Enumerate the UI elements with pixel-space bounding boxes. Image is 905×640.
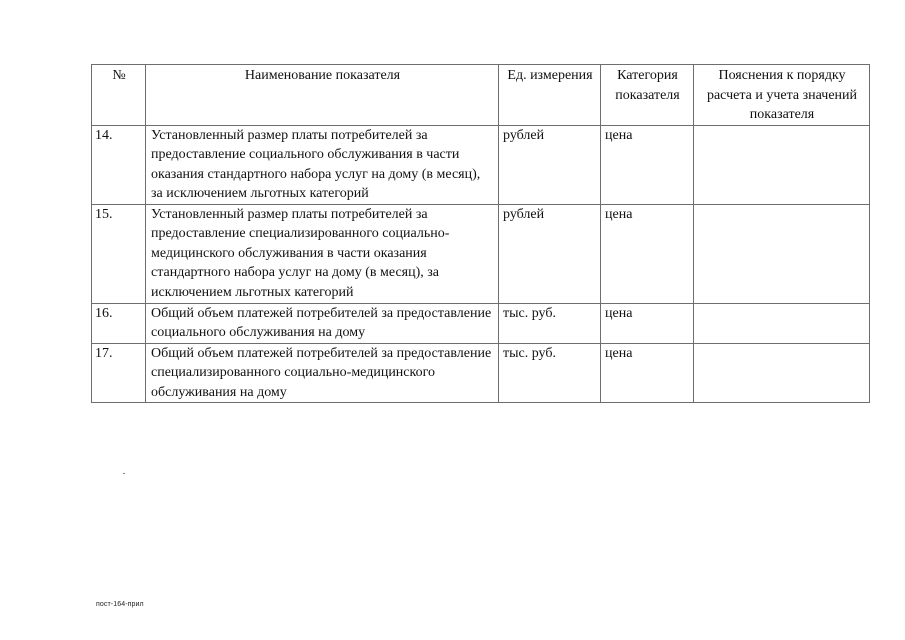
row-number: 15.: [92, 204, 146, 303]
row-notes: [694, 204, 870, 303]
row-notes: [694, 343, 870, 403]
table-row: [92, 343, 870, 403]
table-row: [92, 303, 870, 343]
row-unit: тыс. руб.: [499, 303, 601, 343]
row-name: Установленный размер платы потребителей за предоставление специализированного социально-медицинского обслуживания в части оказания стандартного набора услуг на дому (в месяц), за исключением льготных категорий: [146, 204, 499, 303]
indicators-table: [91, 64, 870, 403]
table-row: [92, 204, 870, 303]
row-unit: рублей: [499, 204, 601, 303]
header-notes: Пояснения к порядку расчета и учета значений показателя: [694, 65, 870, 126]
row-name: Установленный размер платы потребителей за предоставление социального обслуживания в части оказания стандартного набора услуг на дому (в месяц), за исключением льготных категорий: [146, 125, 499, 204]
row-unit: тыс. руб.: [499, 343, 601, 403]
table-header-row: [92, 65, 870, 126]
row-category: цена: [601, 303, 694, 343]
row-number: 17.: [92, 343, 146, 403]
header-name: Наименование показателя: [146, 65, 499, 126]
row-notes: [694, 303, 870, 343]
row-notes: [694, 125, 870, 204]
header-category: Категория показателя: [601, 65, 694, 126]
row-unit: рублей: [499, 125, 601, 204]
row-name: Общий объем платежей потребителей за предоставление социального обслуживания на дому: [146, 303, 499, 343]
row-category: цена: [601, 125, 694, 204]
row-number: 14.: [92, 125, 146, 204]
row-number: 16.: [92, 303, 146, 343]
scan-speck: [123, 473, 125, 474]
row-category: цена: [601, 204, 694, 303]
header-number: №: [92, 65, 146, 126]
header-unit: Ед. измерения: [499, 65, 601, 126]
table-row: [92, 125, 870, 204]
row-name: Общий объем платежей потребителей за предоставление специализированного социально-медицинского обслуживания на дому: [146, 343, 499, 403]
row-category: цена: [601, 343, 694, 403]
footer-file-mark: пост-164-прил: [96, 601, 144, 608]
